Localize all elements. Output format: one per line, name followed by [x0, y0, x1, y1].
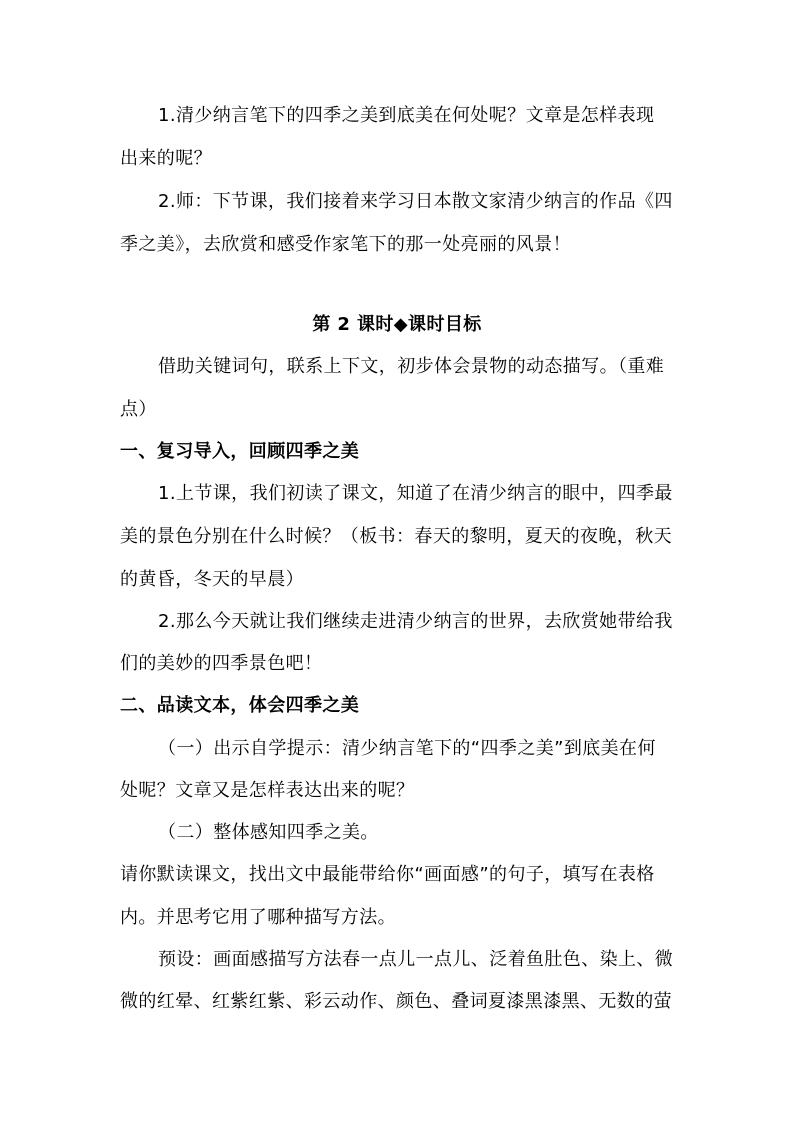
reading-item-1-line-2: 处呢？文章又是怎样表达出来的呢？: [120, 780, 415, 801]
review-item-1-line-3: 的黄昏，冬天的早晨）: [120, 569, 304, 590]
objective-line-2: 点）: [120, 399, 157, 420]
preset-line-2: 微的红晕、红紫红紫、彩云动作、颜色、叠词夏漆黑漆黑、无数的萤: [120, 991, 672, 1012]
paragraph-1-line-2: 出来的呢？: [120, 148, 212, 169]
heading-reading: 二、品读文本，体会四季之美: [120, 695, 360, 716]
preset-line-1: 预设：画面感描写方法春一点儿一点儿、泛着鱼肚色、染上、微: [158, 949, 674, 970]
section-title: 第 2 课时◆课时目标: [312, 314, 482, 335]
review-item-1-line-2: 美的景色分别在什么时候？（板书：春天的黎明，夏天的夜晚，秋天: [120, 526, 672, 547]
review-item-2-line-2: 们的美妙的四季景色吧！: [120, 653, 323, 674]
reading-item-2: （二）整体感知四季之美。: [158, 822, 379, 843]
task-line-2: 内。并思考它用了哪种描写方法。: [120, 907, 396, 928]
paragraph-2-line-2: 季之美》，去欣赏和感受作家笔下的那一处亮丽的风景！: [120, 234, 571, 255]
task-line-1: 请你默读课文，找出文中最能带给你“画面感”的句子，填写在表格: [120, 864, 655, 885]
review-item-1-line-1: 1.上节课，我们初读了课文，知道了在清少纳言的眼中，四季最: [158, 483, 673, 504]
review-item-2-line-1: 2.那么今天就让我们继续走进清少纳言的世界，去欣赏她带给我: [158, 611, 673, 632]
paragraph-1-line-1: 1.清少纳言笔下的四季之美到底美在何处呢？文章是怎样表现: [158, 105, 655, 126]
reading-item-1-line-1: （一）出示自学提示：清少纳言笔下的“四季之美”到底美在何: [158, 738, 656, 759]
objective-line-1: 借助关键词句，联系上下文，初步体会景物的动态描写。（重难: [158, 356, 665, 377]
heading-review: 一、复习导入，回顾四季之美: [120, 441, 360, 462]
paragraph-2-line-1: 2.师：下节课，我们接着来学习日本散文家清少纳言的作品《四: [158, 191, 673, 212]
